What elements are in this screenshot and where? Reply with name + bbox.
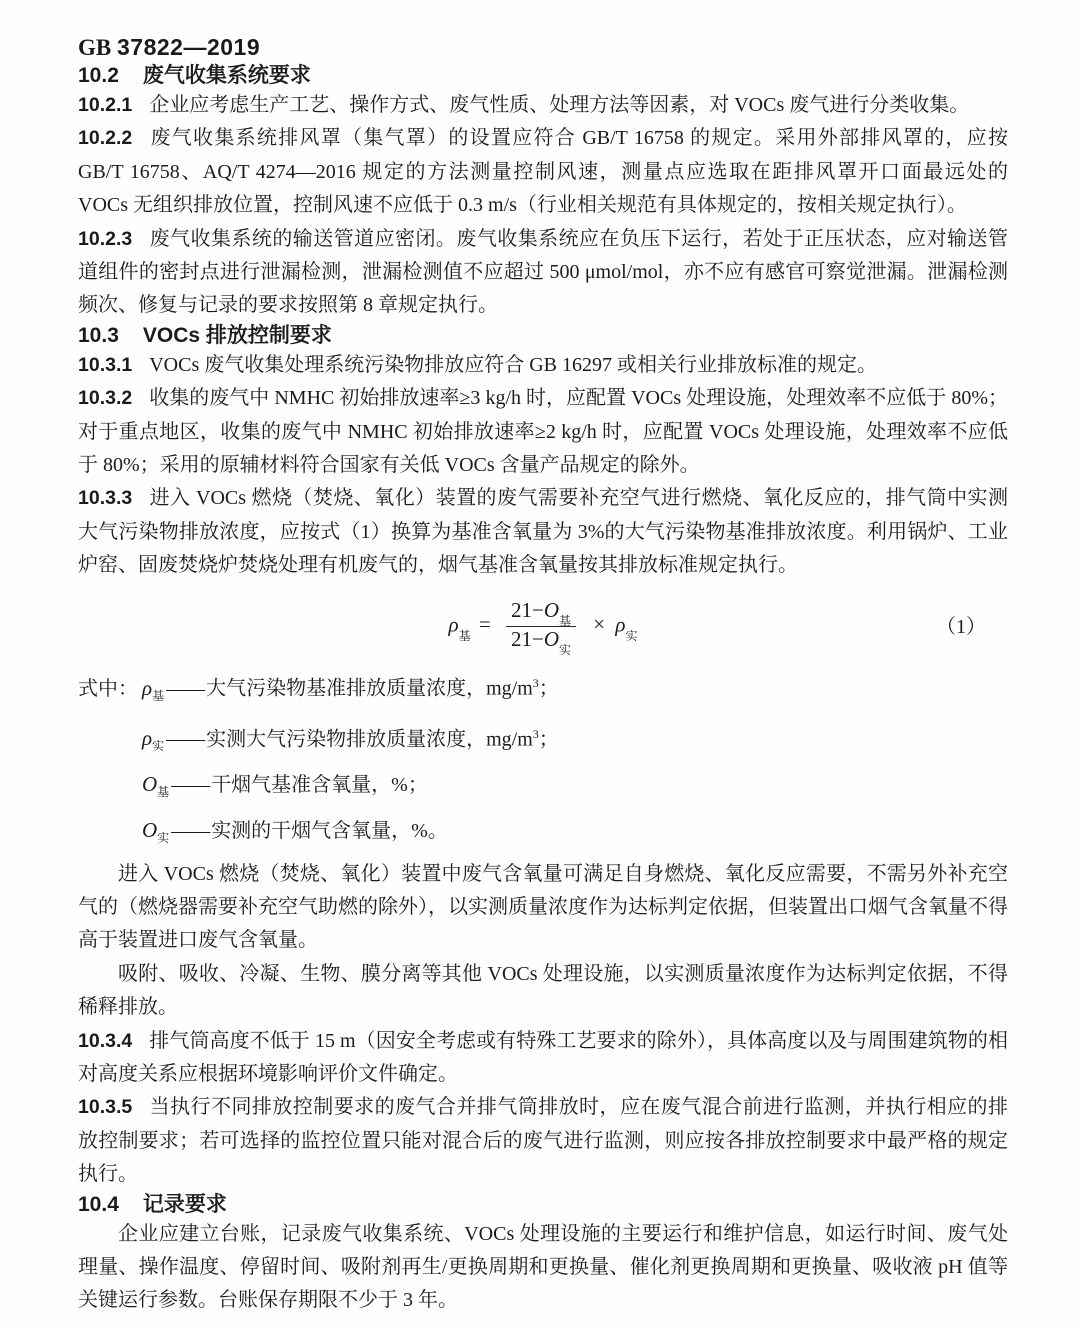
where-row [78, 812, 1008, 858]
clause-10-2-2 [78, 122, 1008, 222]
where-row [78, 665, 1008, 715]
section-number: 10.2 [78, 64, 119, 87]
record-requirements-paragraph: 企业应建立台账，记录废气收集系统、VOCs 处理设施的主要运行和维护信息，如运行时间、废气处理量、操作温度、停留时间、吸附剂再生/更换周期和更换量、催化剂更换周期和更换量、吸收液 pH 值等关键运行参数。台账保存期限不少于 3 年。 [78, 1222, 1008, 1312]
clause-text: 企业应考虑生产工艺、操作方式、废气性质、处理方法等因素，对 VOCs 废气进行分类收集。 [149, 94, 970, 116]
clause-text: 收集的废气中 NMHC 初始排放速率≥3 kg/h 时，应配置 VOCs 处理设施，处理效率不应低于 80%；对于重点地区，收集的废气中 NMHC 初始排放速率≥2 kg/h 时，应配置 VOCs 处理设施，处理效率不应低于 80%；采用的原辅材料符合国家有关低 VOCs 含量产品规定的除外。 [78, 387, 1008, 477]
clause-text: 排气筒高度不低于 15 m（因安全考虑或有特殊工艺要求的除外），具体高度以及与周围建筑物的相对高度关系应根据环境影响评价文件确定。 [78, 1029, 1008, 1085]
clause-number: 10.3.1 [78, 353, 133, 376]
clause-text: VOCs 废气收集处理系统污染物排放应符合 GB 16297 或相关行业排放标准的规定。 [149, 353, 878, 376]
clause-10-3-3 [78, 482, 1008, 582]
symbol-rho-base: $\rho_基$ [142, 676, 165, 704]
clause-number: 10.2.3 [78, 227, 133, 250]
clause-text: 废气收集系统的输送管道应密闭。废气收集系统应在负压下运行，若处于正压状态，应对输送管道组件的密封点进行泄漏检测，泄漏检测值不应超过 500 μmol/mol，亦不应有感官可察觉泄漏。泄漏检测频次、修复与记录的要求按照第 8 章规定执行。 [78, 227, 1008, 317]
clause-10-3-1 [78, 349, 1008, 382]
formula-rhs-symbol: ρ [615, 612, 626, 637]
combustion-oxygen-note: 进入 VOCs 燃烧（焚烧、氧化）装置中废气含氧量可满足自身燃烧、氧化反应需要，不需另外补充空气的（燃烧器需要补充空气助燃的除外），以实测质量浓度作为达标判定依据，但装置出口烟气含氧量不得高于装置进口废气含氧量。 [78, 862, 1008, 952]
where-label: 式中： [78, 678, 138, 701]
clause-number: 10.3.5 [78, 1096, 133, 1119]
fraction-numerator: $21-O_基$ [506, 598, 576, 627]
formula-lhs-symbol: ρ [448, 612, 459, 637]
clause-text: 当执行不同排放控制要求的废气合并排气筒排放时，应在废气混合前进行监测，并执行相应的排放控制要求；若可选择的监控位置只能对混合后的废气进行监测，则应按各排放控制要求中最严格的规定执行。 [78, 1096, 1008, 1186]
other-treatment-note: 吸附、吸收、冷凝、生物、膜分离等其他 VOCs 处理设施，以实测质量浓度作为达标判定依据，不得稀释排放。 [78, 962, 1008, 1019]
clause-10-3-2 [78, 382, 1008, 482]
section-number: 10.3 [78, 323, 119, 347]
definition-dash: —— [166, 678, 205, 701]
clause-number: 10.3.3 [78, 487, 133, 510]
definition-dash: —— [166, 728, 205, 751]
formula-number-label: （1） [936, 615, 986, 638]
formula-lhs-subscript: 基 [458, 628, 471, 643]
where-row [78, 716, 1008, 766]
symbol-o-base: $O_基$ [142, 772, 170, 800]
definition-text: 实测的干烟气含氧量，%。 [211, 819, 448, 842]
definition-dash: —— [171, 774, 210, 797]
clause-text: 废气收集系统排风罩（集气罩）的设置应符合 GB/T 16758 的规定。采用外部排风罩的，应按 GB/T 16758、AQ/T 4274—2016 规定的方法测量控制风速，测量点应选取在距排风罩开口面最远处的 VOCs 无组织排放位置，控制风速不应低于 0.3 m/s（行业相关规范有具体规定的，按相关规定执行）。 [78, 127, 1008, 217]
section-heading-10-2 [78, 63, 1008, 89]
definition-dash: —— [171, 819, 210, 842]
section-heading-10-4 [78, 1192, 1008, 1218]
multiply-sign: × [593, 612, 606, 637]
section-title: 废气收集系统要求 [142, 64, 311, 87]
symbol-o-actual: $O_实$ [142, 817, 170, 845]
symbol-rho-actual: $\rho_实$ [142, 726, 165, 754]
standard-code [78, 32, 1008, 63]
section-title: 记录要求 [142, 1192, 227, 1216]
clause-number: 10.2.1 [78, 94, 133, 116]
definition-text: 实测大气污染物排放质量浓度，$mg/m^3$； [206, 726, 559, 751]
clause-10-3-5 [78, 1091, 1008, 1191]
clause-number: 10.3.2 [78, 387, 133, 410]
standard-code-number: 37822—2019 [116, 34, 261, 60]
clause-10-2-1 [78, 89, 1008, 122]
section-title: VOCs 排放控制要求 [142, 323, 332, 347]
formula-rhs-subscript: 实 [625, 628, 638, 643]
formula-1 [78, 598, 1008, 656]
section-heading-10-3 [78, 323, 1008, 349]
clause-number: 10.2.2 [78, 127, 133, 150]
definition-text: 干烟气基准含氧量，%； [211, 774, 428, 797]
formula-fraction [506, 598, 576, 656]
section-number: 10.4 [78, 1192, 119, 1216]
clause-10-3-4 [78, 1025, 1008, 1092]
fraction-denominator: $21-O_实$ [510, 627, 572, 658]
definition-text: 大气污染物基准排放质量浓度，$mg/m^3$； [206, 676, 559, 701]
clause-text: 进入 VOCs 燃烧（焚烧、氧化）装置的废气需要补充空气进行燃烧、氧化反应的，排气筒中实测大气污染物排放浓度，应按式（1）换算为基准含氧量为 3%的大气污染物基准排放浓度。利用锅炉、工业炉窑、固废焚烧炉焚烧处理有机废气的，烟气基准含氧量按其排放标准规定执行。 [78, 487, 1008, 577]
clause-10-2-3 [78, 223, 1008, 323]
standard-code-prefix: GB [78, 35, 112, 60]
clause-number: 10.3.4 [78, 1029, 133, 1052]
equals-sign: = [478, 612, 491, 637]
where-row [78, 766, 1008, 812]
formula-symbol-definitions [78, 665, 1008, 857]
